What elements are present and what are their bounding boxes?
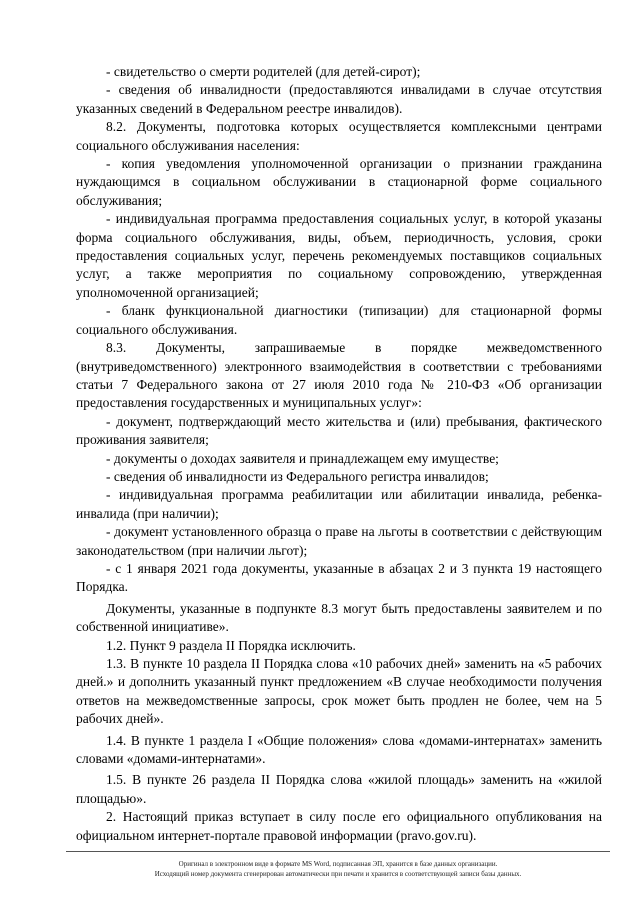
- paragraph-own-initiative: Документы, указанные в подпункте 8.3 могут быть предоставлены заявителем и по собственной инициативе».: [76, 600, 602, 635]
- paragraph-1-5: 1.5. В пункте 26 раздела II Порядка слова «жилой площадь» заменить на «жилой площадью».: [76, 772, 602, 806]
- paragraph-income-documents: - документы о доходах заявителя и принадлежащем ему имуществе;: [106, 450, 499, 466]
- paragraph-disability-info: - сведения об инвалидности (предоставляются инвалидами в случае отсутствия указанных сведений в Федеральном реестре инвалидов).: [76, 82, 602, 116]
- page-footer: [66, 859, 610, 879]
- paragraph-8-3: 8.3. Документы, запрашиваемые в порядке межведомственного (внутриведомственного) электронного взаимодействия в соответствии с требованиями статьи 7 Федерального закона от 27 июля 2010 года № 210-ФЗ «Об организации предоставления государственных и муниципальных услуг»:: [76, 340, 602, 411]
- paragraph-rehabilitation-program: - индивидуальная программа реабилитации или абилитации инвалида, ребенка-инвалида (при наличии);: [76, 487, 602, 521]
- footer-line-number: Исходящий номер документа сгенерирован автоматически при печати и хранится в соответствующей записи базы данных.: [154, 870, 522, 878]
- paragraph-benefits-document: - документ установленного образца о праве на льготы в соответствии с действующим законодательством (при наличии льгот);: [76, 524, 602, 558]
- paragraph-death-certificate: - свидетельство о смерти родителей (для детей-сирот);: [106, 64, 421, 79]
- paragraph-2: 2. Настоящий приказ вступает в силу после его официального опубликования на официальном интернет-портале правовой информации (pravo.gov.ru).: [76, 809, 602, 843]
- paragraph-disability-registry: - сведения об инвалидности из Федерального регистра инвалидов;: [106, 468, 489, 484]
- footer-line-original: Оригинал в электронном виде в формате MS Word, подписанная ЭП, хранится в базе данных организации.: [178, 860, 498, 868]
- paragraph-notification-copy: - копия уведомления уполномоченной организации о признании гражданина нуждающимся в социальном обслуживании в стационарной форме социального обслуживания;: [76, 156, 602, 208]
- document-body: [76, 63, 602, 845]
- paragraph-diagnostics-form: - бланк функциональной диагностики (типизации) для стационарной формы социального обслуживания.: [76, 303, 602, 337]
- paragraph-8-2: 8.2. Документы, подготовка которых осуществляется комплексными центрами социального обслуживания населения:: [76, 119, 602, 153]
- paragraph-residence-document: - документ, подтверждающий место жительства и (или) пребывания, фактического проживания заявителя;: [76, 413, 602, 448]
- paragraph-1-3: 1.3. В пункте 10 раздела II Порядка слова «10 рабочих дней» заменить на «5 рабочих дней.» и дополнить указанный пункт предложением «В случае необходимости получения ответов на межведомственные запросы, срок может быть продлен не более, чем на 5 рабочих дней».: [76, 656, 602, 727]
- paragraph-individual-program: - индивидуальная программа предоставления социальных услуг, в которой указаны форма социального обслуживания, виды, объем, периодичность, условия, сроки предоставления социальных услуг, перечень рекомендуемых поставщиков социальных услуг, а также мероприятия по социальному сопровождению, утвержденная уполномоченной организацией;: [76, 211, 602, 300]
- paragraph-2021-documents: - с 1 января 2021 года документы, указанные в абзацах 2 и 3 пункта 19 настоящего Порядка.: [76, 560, 602, 595]
- footer-divider: [66, 851, 610, 852]
- paragraph-1-2: 1.2. Пункт 9 раздела II Порядка исключить.: [106, 637, 356, 653]
- paragraph-1-4: 1.4. В пункте 1 раздела I «Общие положения» слова «домами-интернатах» заменить словами «домами-интернатами».: [76, 732, 602, 767]
